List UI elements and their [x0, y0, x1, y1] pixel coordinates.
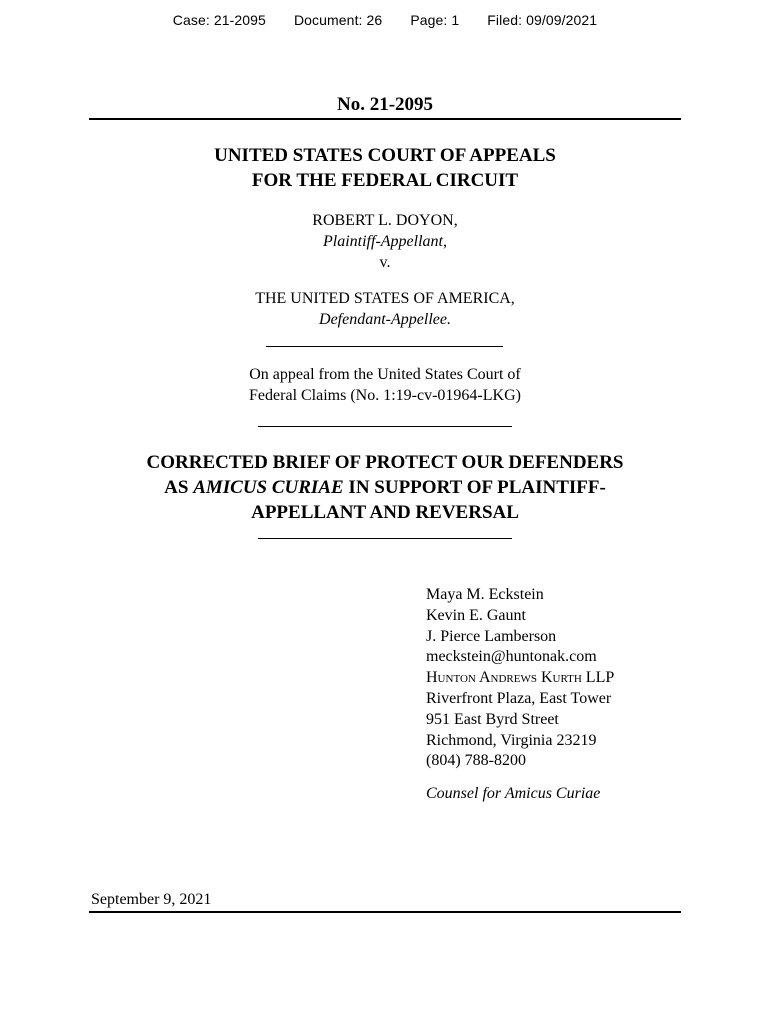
separator-line-2: [258, 426, 512, 427]
brief-title-line-2-prefix: AS: [164, 477, 194, 498]
separator-line-3: [258, 538, 512, 539]
court-line-1: UNITED STATES COURT OF APPEALS: [214, 145, 556, 166]
page-number: Page: 1: [410, 12, 460, 28]
brief-title-line-1: CORRECTED BRIEF OF PROTECT OUR DEFENDERS: [146, 452, 624, 473]
filed-date: Filed: 09/09/2021: [487, 12, 598, 28]
top-rule: [89, 118, 681, 120]
separator-line-1: [266, 346, 503, 347]
appeal-from-line-2: Federal Claims (No. 1:19-cv-01964-LKG): [249, 387, 521, 404]
docket-number: No. 21-2095: [336, 94, 434, 115]
brief-title-line-2-suffix: IN SUPPORT OF PLAINTIFF-: [343, 477, 606, 498]
document-number: Document: 26: [293, 12, 383, 28]
court-line-2: FOR THE FEDERAL CIRCUIT: [251, 170, 519, 191]
brief-title-line-3: APPELLANT AND REVERSAL: [251, 502, 519, 523]
appellant-block: [0, 210, 770, 273]
brief-title: [0, 450, 770, 525]
appellant-role-line: [0, 231, 770, 252]
appeal-from-line-1: On appeal from the United States Court of: [249, 366, 521, 383]
appeal-from-block: [0, 364, 770, 406]
phone-number: (804) 788-8200: [426, 752, 526, 770]
counsel-name: Kevin E. Gaunt: [426, 606, 526, 624]
appellee-block: [0, 288, 770, 330]
appellant-role: Plaintiff-Appellant: [323, 233, 443, 250]
appellee-role: Defendant-Appellee.: [319, 311, 451, 328]
counsel-block: [426, 585, 614, 805]
appellant-role-suffix: ,: [442, 233, 447, 250]
filing-date: September 9, 2021: [91, 891, 212, 908]
bottom-rule: [89, 911, 681, 913]
counsel-name: J. Pierce Lamberson: [426, 627, 557, 645]
amicus-curiae-italic: AMICUS CURIAE: [193, 477, 344, 498]
law-firm-name: Hunton Andrews Kurth LLP: [426, 669, 615, 687]
counsel-name: Maya M. Eckstein: [426, 586, 544, 603]
counsel-email[interactable]: meckstein@huntonak.com: [426, 648, 597, 666]
case-number: Case: 21-2095: [172, 12, 266, 28]
filing-header: [0, 12, 770, 28]
address-line: Riverfront Plaza, East Tower: [426, 689, 612, 707]
counsel-role: Counsel for Amicus Curiae: [426, 785, 601, 803]
court-name: [0, 143, 770, 193]
appellant-name: ROBERT L. DOYON,: [312, 212, 458, 229]
appellee-name: THE UNITED STATES OF AMERICA,: [255, 290, 515, 307]
address-line: Richmond, Virginia 23219: [426, 731, 597, 749]
address-line: 951 East Byrd Street: [426, 710, 559, 728]
versus: v.: [379, 254, 391, 271]
brief-title-line-2: [0, 475, 770, 500]
